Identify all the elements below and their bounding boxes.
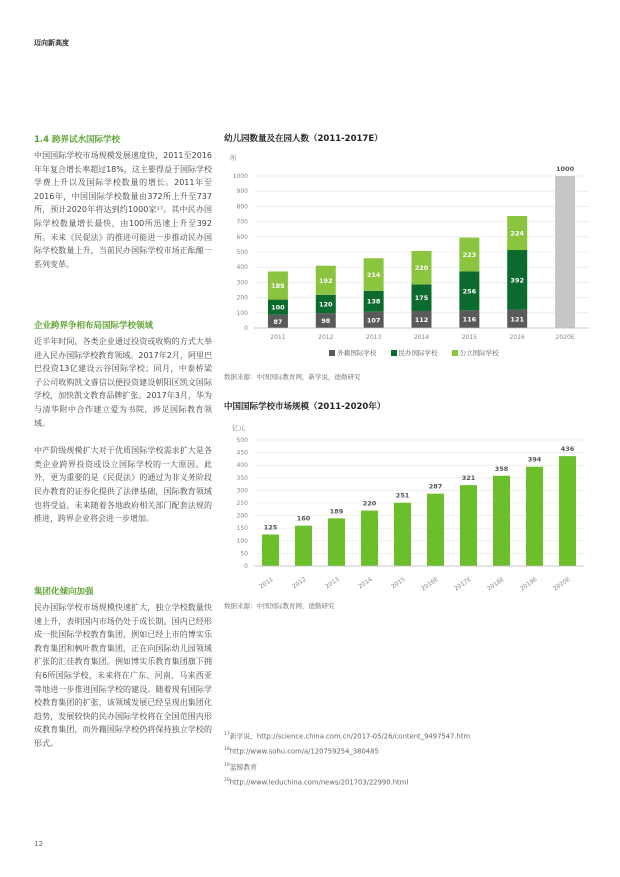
bar-value-label: 120 — [318, 300, 333, 309]
bar-value-label: 107 — [366, 316, 381, 325]
bar-value-label: 189 — [329, 507, 344, 516]
x-tick-label: 2014 — [357, 575, 374, 591]
footnotes — [224, 728, 604, 789]
bar-segment — [555, 176, 575, 328]
bar-value-label: 116 — [462, 315, 477, 324]
chart2-title: 中国国际学校市场规模（2011-2020年） — [224, 402, 386, 412]
y-tick-label: 250 — [236, 500, 248, 507]
footnote — [224, 774, 604, 789]
section-3 — [34, 585, 212, 751]
footnote — [224, 728, 604, 743]
legend-item — [329, 348, 376, 357]
section-title: 1.4 跨界试水国际学校 — [34, 135, 121, 145]
chart1-stacked-bar — [224, 148, 604, 348]
x-tick-label: 2020E — [552, 575, 572, 593]
bar-value-label: 87 — [273, 317, 283, 326]
chart1-source: 数据来源：中国国际教育网，新学说，德勤研究 — [224, 373, 361, 381]
footnote-number: 17 — [224, 732, 230, 737]
legend-label: 民办国际学校 — [398, 349, 438, 357]
y-tick-label: 200 — [236, 512, 248, 520]
footnote — [224, 759, 604, 774]
bar-value-label: 98 — [321, 317, 331, 326]
bar-value-label: 125 — [263, 523, 278, 532]
chart2-source: 数据来源：中国国际教育网，德勤研究 — [224, 602, 335, 610]
footnote — [224, 743, 604, 758]
legend-label: 外籍国际学校 — [337, 349, 377, 357]
x-tick-label: 2012 — [291, 575, 308, 591]
y-tick-label: 700 — [236, 218, 248, 226]
bar — [295, 526, 312, 566]
section-1 — [34, 133, 212, 271]
y-tick-label: 800 — [236, 203, 248, 211]
bar — [262, 535, 279, 567]
x-tick-label: 2015 — [390, 575, 407, 591]
y-tick-label: 1000 — [232, 173, 248, 180]
x-tick-label: 2016E — [420, 575, 440, 593]
bar-value-label: 160 — [296, 514, 311, 523]
footnote-text: 蓝鲸教育 — [229, 762, 257, 771]
legend-swatch — [329, 350, 335, 356]
bar-value-label: 214 — [366, 270, 381, 279]
x-tick-label: 2015 — [461, 334, 477, 341]
x-tick-label: 2012 — [318, 334, 334, 341]
x-tick-label: 2013 — [324, 575, 341, 591]
y-tick-label: 600 — [236, 233, 248, 241]
bar — [493, 476, 510, 566]
x-tick-label: 2011 — [258, 575, 275, 591]
y-axis-unit: 亿元 — [232, 424, 245, 432]
y-tick-label: 0 — [244, 563, 248, 570]
bar-value-label: 358 — [494, 464, 509, 473]
y-tick-label: 300 — [236, 279, 248, 287]
section-2 — [34, 319, 212, 526]
bar-value-label: 185 — [271, 282, 285, 291]
y-tick-label: 350 — [236, 474, 248, 482]
bar-value-label: 251 — [395, 491, 410, 500]
legend-swatch — [391, 350, 397, 356]
footnote-text: 新学说，http://science.china.com.cn/2017-05/26/content_9497547.htm — [229, 732, 471, 741]
bar-value-label: 138 — [366, 297, 381, 306]
bar-value-label: 1000 — [556, 165, 575, 173]
paragraph: 中产阶级规模扩大对于优质国际学校需求扩大是各类企业跨界投资或设立国际学校的一大原因。此外，更为重要的是《民促法》的通过为非义务阶段民办教育的证券化提供了法律基础，国际教育领域也将受益。未来随着各地政府相关部门配套法规的推进，跨界企业将会进一步增加。 — [34, 446, 212, 524]
bar-value-label: 256 — [462, 287, 477, 296]
bar — [526, 467, 543, 566]
chart2-bar — [224, 418, 604, 598]
y-tick-label: 400 — [236, 462, 248, 470]
paragraph: 近半年时间，各类企业通过投资或收购的方式大举进入民办国际学校教育领域。2017年2月，阿里巴巴投资13亿建设云谷国际学校；同月，中泰桥梁子公司收购凯文睿信以便投资建设朝阳区凯文国际学校，加快凯文教育品牌扩张。2017年3月，华为与清华附中合作建立爱为书院，涉足国际教育领域。 — [34, 337, 212, 428]
x-tick-label: 2014 — [413, 334, 430, 341]
footnote-number: 20 — [224, 777, 230, 783]
bar — [394, 503, 411, 566]
bar — [460, 485, 477, 566]
y-tick-label: 100 — [236, 537, 248, 545]
y-tick-label: 500 — [236, 437, 248, 444]
footnote-number: 18 — [224, 747, 230, 753]
x-tick-label: 2018E — [486, 575, 506, 593]
x-tick-label: 2016 — [509, 334, 525, 341]
footnote-text: http://www.leduchina.com/news/201703/22990.html — [229, 778, 409, 787]
bar-value-label: 112 — [414, 315, 429, 324]
footnote-text: http://www.sohu.com/a/120759254_380485 — [229, 747, 379, 756]
legend-item — [452, 348, 499, 357]
bar — [328, 518, 345, 566]
bar-value-label: 224 — [510, 229, 525, 238]
section-title: 集团化倾向加强 — [34, 587, 94, 597]
bar — [559, 456, 576, 566]
bar-value-label: 287 — [428, 482, 443, 491]
y-tick-label: 100 — [236, 309, 248, 317]
y-axis-unit: 所 — [230, 154, 237, 162]
legend-item — [391, 348, 438, 357]
chart1-legend — [224, 348, 604, 357]
bar-value-label: 223 — [462, 251, 477, 260]
bar-value-label: 394 — [527, 455, 542, 464]
bar-value-label: 175 — [414, 294, 429, 303]
bar-value-label: 121 — [510, 315, 525, 324]
x-tick-label: 2011 — [270, 334, 286, 341]
y-tick-label: 400 — [236, 264, 248, 272]
x-tick-label: 2019E — [519, 575, 539, 593]
y-tick-label: 450 — [236, 449, 248, 457]
x-tick-label: 2013 — [366, 334, 382, 341]
legend-swatch — [452, 350, 458, 356]
bar-value-label: 220 — [362, 499, 377, 508]
paragraph: 民办国际学校市场规模快速扩大，独立学校数量快速上升，表明国内市场仍处于成长期。国内已经形成一批国际学校教育集团，例如已经上市的博实乐教育集团和枫叶教育集团，正在向国际幼儿园领域扩张的汇佳教育集团。例如博实乐教育集团旗下拥有6所国际学校，未来将在广东、河南、马来西亚等地进一步推进国际学校的建设。随着现有国际学校教育集团的扩张，该领域发展已经呈现出集团化趋势，发展较快的民办国际学校将在全国范围内形成教育集团，而外籍国际学校仍将保持独立学校的形式。 — [34, 603, 212, 748]
bar-value-label: 436 — [560, 445, 575, 454]
paragraph: 中国国际学校市场规模发展速度快，2011至2016年年复合增长率超过18%，这主要得益于国际学校学费上升以及国际学校数量的增长。2011年至2016年，中国国际学校数量由372所上升至737所，预计2020年将达到约1000家¹⁷。其中民办国际学校数量增长最快，由100所迅速上升至392所。未来《民促法》的推进可能进一步推动民办国际学校数量上升，当前民办国际学校市场正酝酿一系列变革。 — [34, 151, 212, 269]
y-tick-label: 50 — [240, 550, 248, 558]
bar — [361, 511, 378, 566]
y-tick-label: 0 — [244, 325, 248, 332]
chart1-title: 幼儿园数量及在园人数（2011-2017E） — [224, 134, 383, 144]
y-tick-label: 900 — [236, 188, 248, 196]
y-tick-label: 300 — [236, 487, 248, 495]
y-tick-label: 200 — [236, 294, 248, 302]
page-number: 12 — [34, 840, 43, 848]
bar-value-label: 392 — [510, 276, 525, 285]
page-header: 迈向新高度 — [34, 39, 69, 47]
bar — [427, 494, 444, 566]
y-tick-label: 500 — [236, 249, 248, 256]
x-tick-label: 2017E — [453, 575, 473, 593]
footnote-number: 19 — [224, 762, 230, 768]
section-title: 企业跨界争相布局国际学校领域 — [34, 321, 154, 331]
bar-value-label: 192 — [318, 276, 333, 285]
bar-value-label: 220 — [414, 264, 429, 273]
bar-value-label: 100 — [271, 303, 285, 312]
bar-value-label: 321 — [461, 474, 476, 483]
x-tick-label: 2020E — [555, 334, 575, 341]
legend-label: 公立国际学校 — [459, 349, 499, 357]
y-tick-label: 150 — [236, 525, 248, 533]
